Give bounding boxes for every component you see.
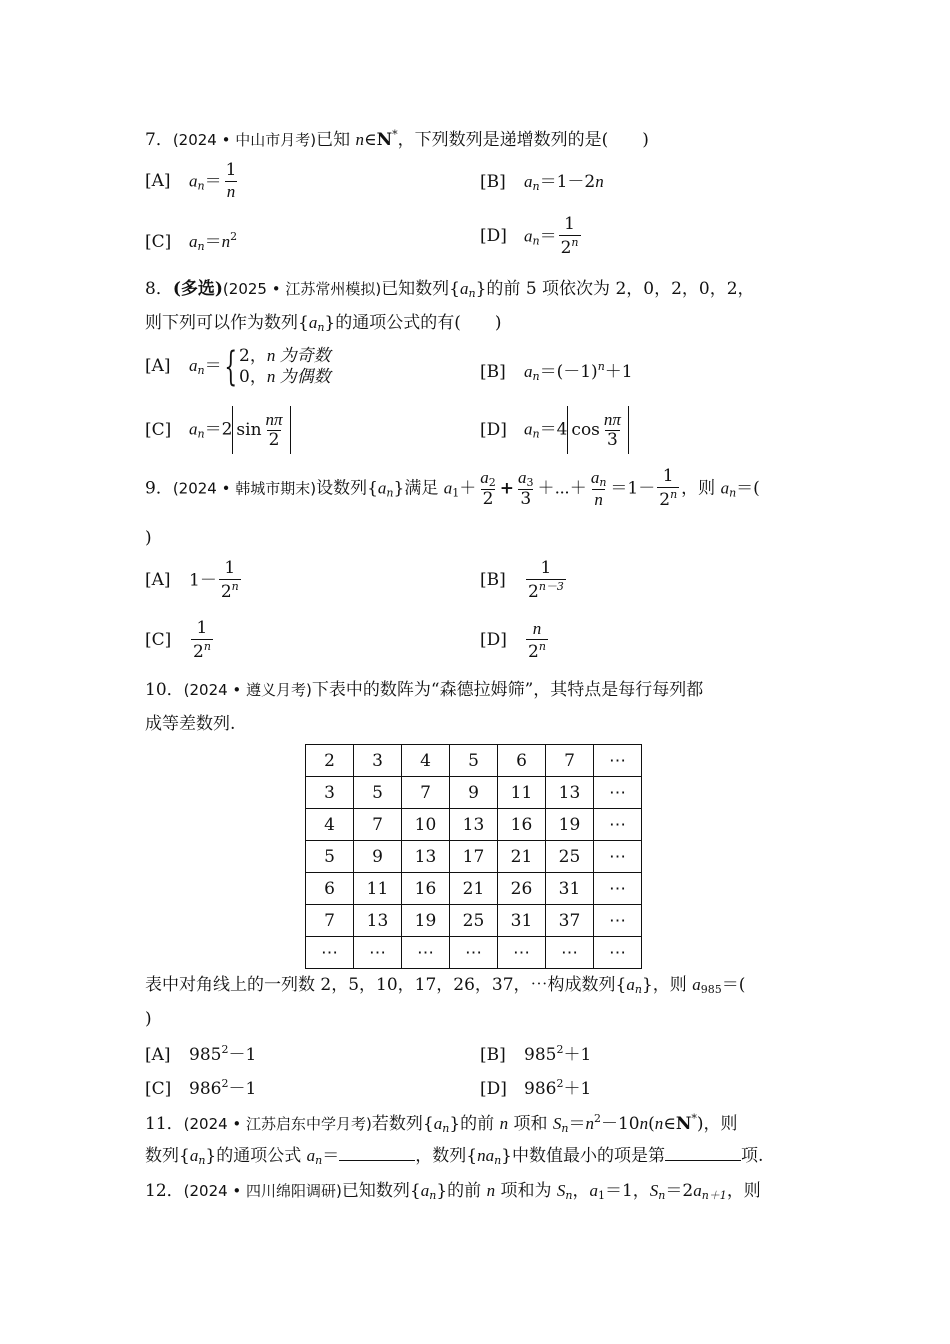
table-row [306,873,642,905]
table-cell: 17 [450,841,498,873]
table-cell: ⋯ [594,937,642,969]
table-cell: 9 [354,841,402,873]
left-brace: { [223,343,237,390]
table-cell: 4 [306,809,354,841]
table-cell: 25 [450,905,498,937]
q8-option-b[interactable]: [B] $a_n=(-1)^n+1$ [480,360,633,383]
q7-number: 7． [145,130,173,150]
table-cell: 7 [546,745,594,777]
q9-option-a[interactable]: [A] 1－ $\frac{1}{2^n}$ [145,558,239,602]
q8-stem-line2: 则下列可以作为数列$\{a_n\}$的通项公式的有( ) [145,313,502,334]
table-cell: 16 [498,809,546,841]
table-cell: ⋯ [498,937,546,969]
q12-stem: 12．(2024 • 四川绵阳调研)已知数列$\{a_n\}$的前 n 项和为 $S_n$，a1＝1，$S_n=2a_{n+1}$，则 [145,1181,761,1202]
table-cell: 5 [306,841,354,873]
table-cell: 4 [402,745,450,777]
q7-option-c[interactable]: [C] $a_n=n^2$ [145,230,238,253]
q10-stem-line2: 成等差数列. [145,714,236,734]
table-cell: ⋯ [594,905,642,937]
q9-option-d[interactable]: [D] $\frac{n}{2^n}$ [480,619,546,662]
table-cell: 13 [402,841,450,873]
q8-stem: 8．(多选)(2025 • 江苏常州模拟)已知数列$\{a_n\}$的前 5 项依次为 2，0，2，0，2， [145,279,755,300]
answer-blank-2[interactable] [665,1146,741,1161]
q7-option-a[interactable]: [A] $a_n=$ $\frac{1}{n}$ [145,160,237,201]
q9-stem-line2: ) [145,528,152,548]
table-cell: 5 [354,777,402,809]
table-cell: 6 [306,873,354,905]
q7-option-b[interactable]: [B] $a_n=1-2n$ [480,172,604,193]
table-row [306,937,642,969]
answer-blank-1[interactable] [339,1146,415,1161]
table-row [306,841,642,873]
table-cell: 13 [546,777,594,809]
piecewise-cases: 2，n 为奇数 0，n 为偶数 [239,346,331,387]
q7-stem: 7．(2024 • 中山市月考)已知 n∈N*，下列数列是递增数列的是( ) [145,128,649,150]
q7-source: (2024 • 中山市月考) [172,131,317,149]
q10-option-a[interactable]: [A] $985^2-1$ [145,1043,257,1065]
q9-option-b[interactable]: [B] $\frac{1}{2^{n-3}}$ [480,558,564,602]
q10-followup-line2: ) [145,1009,152,1029]
table-cell: 31 [546,873,594,905]
table-cell: ⋯ [594,841,642,873]
q8-option-d[interactable]: [D] $a_n=4$ cos $\frac{n\pi}{3}$ [480,406,629,454]
table-cell: ⋯ [594,777,642,809]
table-cell: ⋯ [546,937,594,969]
table-cell: 6 [498,745,546,777]
table-cell: 37 [546,905,594,937]
q9-stem: 9．(2024 • 韩城市期末)设数列$\{a_n\}$满足 a1＋ $\frac{a2}{2}$ + $\frac{a3}{3}$ ＋⋯＋ $\frac{a_n}{n}$ ＝1－ $\frac{1}{2^n}$ ，则 $a_n=$( [145,466,760,510]
q11-stem-line2: 数列$\{a_n\}$的通项公式 $a_n=$ ，数列$\{na_n\}$中数值最小的项是第 项. [145,1146,764,1167]
table-cell: 2 [306,745,354,777]
table-cell: 5 [450,745,498,777]
table-cell: 7 [354,809,402,841]
q10-option-d[interactable]: [D] $986^2+1$ [480,1077,592,1099]
table-cell: 16 [402,873,450,905]
table-cell: ⋯ [402,937,450,969]
table-cell: 11 [498,777,546,809]
table-cell: 3 [354,745,402,777]
q10-stem: 10．(2024 • 遵义月考)下表中的数阵为“森德拉姆筛”，其特点是每行每列都 [145,680,704,700]
table-cell: ⋯ [594,873,642,905]
q10-followup: 表中对角线上的一列数 2，5，10，17，26，37，⋯构成数列$\{a_n\}$，则 a985＝( [145,975,746,996]
table-cell: 13 [450,809,498,841]
q7d-fraction: $\frac{1}{2^n}$ [560,214,579,258]
q9-option-c[interactable]: [C] $\frac{1}{2^n}$ [145,618,211,662]
table-cell: ⋯ [594,809,642,841]
table-cell: 9 [450,777,498,809]
absolute-value-bars: sin $\frac{n\pi}{2}$ [232,406,290,454]
table-cell: ⋯ [450,937,498,969]
table-row [306,777,642,809]
table-cell: ⋯ [594,745,642,777]
table-cell: 7 [306,905,354,937]
table-cell: 26 [498,873,546,905]
table-cell: 10 [402,809,450,841]
table-row [306,905,642,937]
table-row [306,809,642,841]
table-cell: 13 [354,905,402,937]
table-cell: 11 [354,873,402,905]
q7a-fraction: $\frac{1}{n}$ [225,160,237,201]
table-cell: 19 [402,905,450,937]
q8-option-a[interactable]: [A] $a_n=${ 2，n 为奇数 0，n 为偶数 [145,343,331,390]
q8-option-c[interactable]: [C] $a_n=2$ sin $\frac{n\pi}{2}$ [145,406,291,454]
table-cell: 7 [402,777,450,809]
q8-multi-tag: (多选) [172,279,223,299]
q10-option-b[interactable]: [B] $985^2+1$ [480,1043,592,1065]
table-cell: 31 [498,905,546,937]
q7-option-d[interactable]: [D] $a_n=$ $\frac{1}{2^n}$ [480,214,579,258]
absolute-value-bars: cos $\frac{n\pi}{3}$ [567,406,629,454]
table-cell: ⋯ [306,937,354,969]
table-row [306,745,642,777]
table-cell: 3 [306,777,354,809]
q10-option-c[interactable]: [C] $986^2-1$ [145,1077,257,1099]
q11-stem: 11．(2024 • 江苏启东中学月考)若数列$\{a_n\}$的前 n 项和 $S_n=n^2-10n(n\in N^*)$，则 [145,1112,738,1135]
table-cell: 21 [498,841,546,873]
table-cell: 25 [546,841,594,873]
sundaram-sieve-table [305,744,642,969]
table-cell: 19 [546,809,594,841]
table-cell: ⋯ [354,937,402,969]
table-cell: 21 [450,873,498,905]
